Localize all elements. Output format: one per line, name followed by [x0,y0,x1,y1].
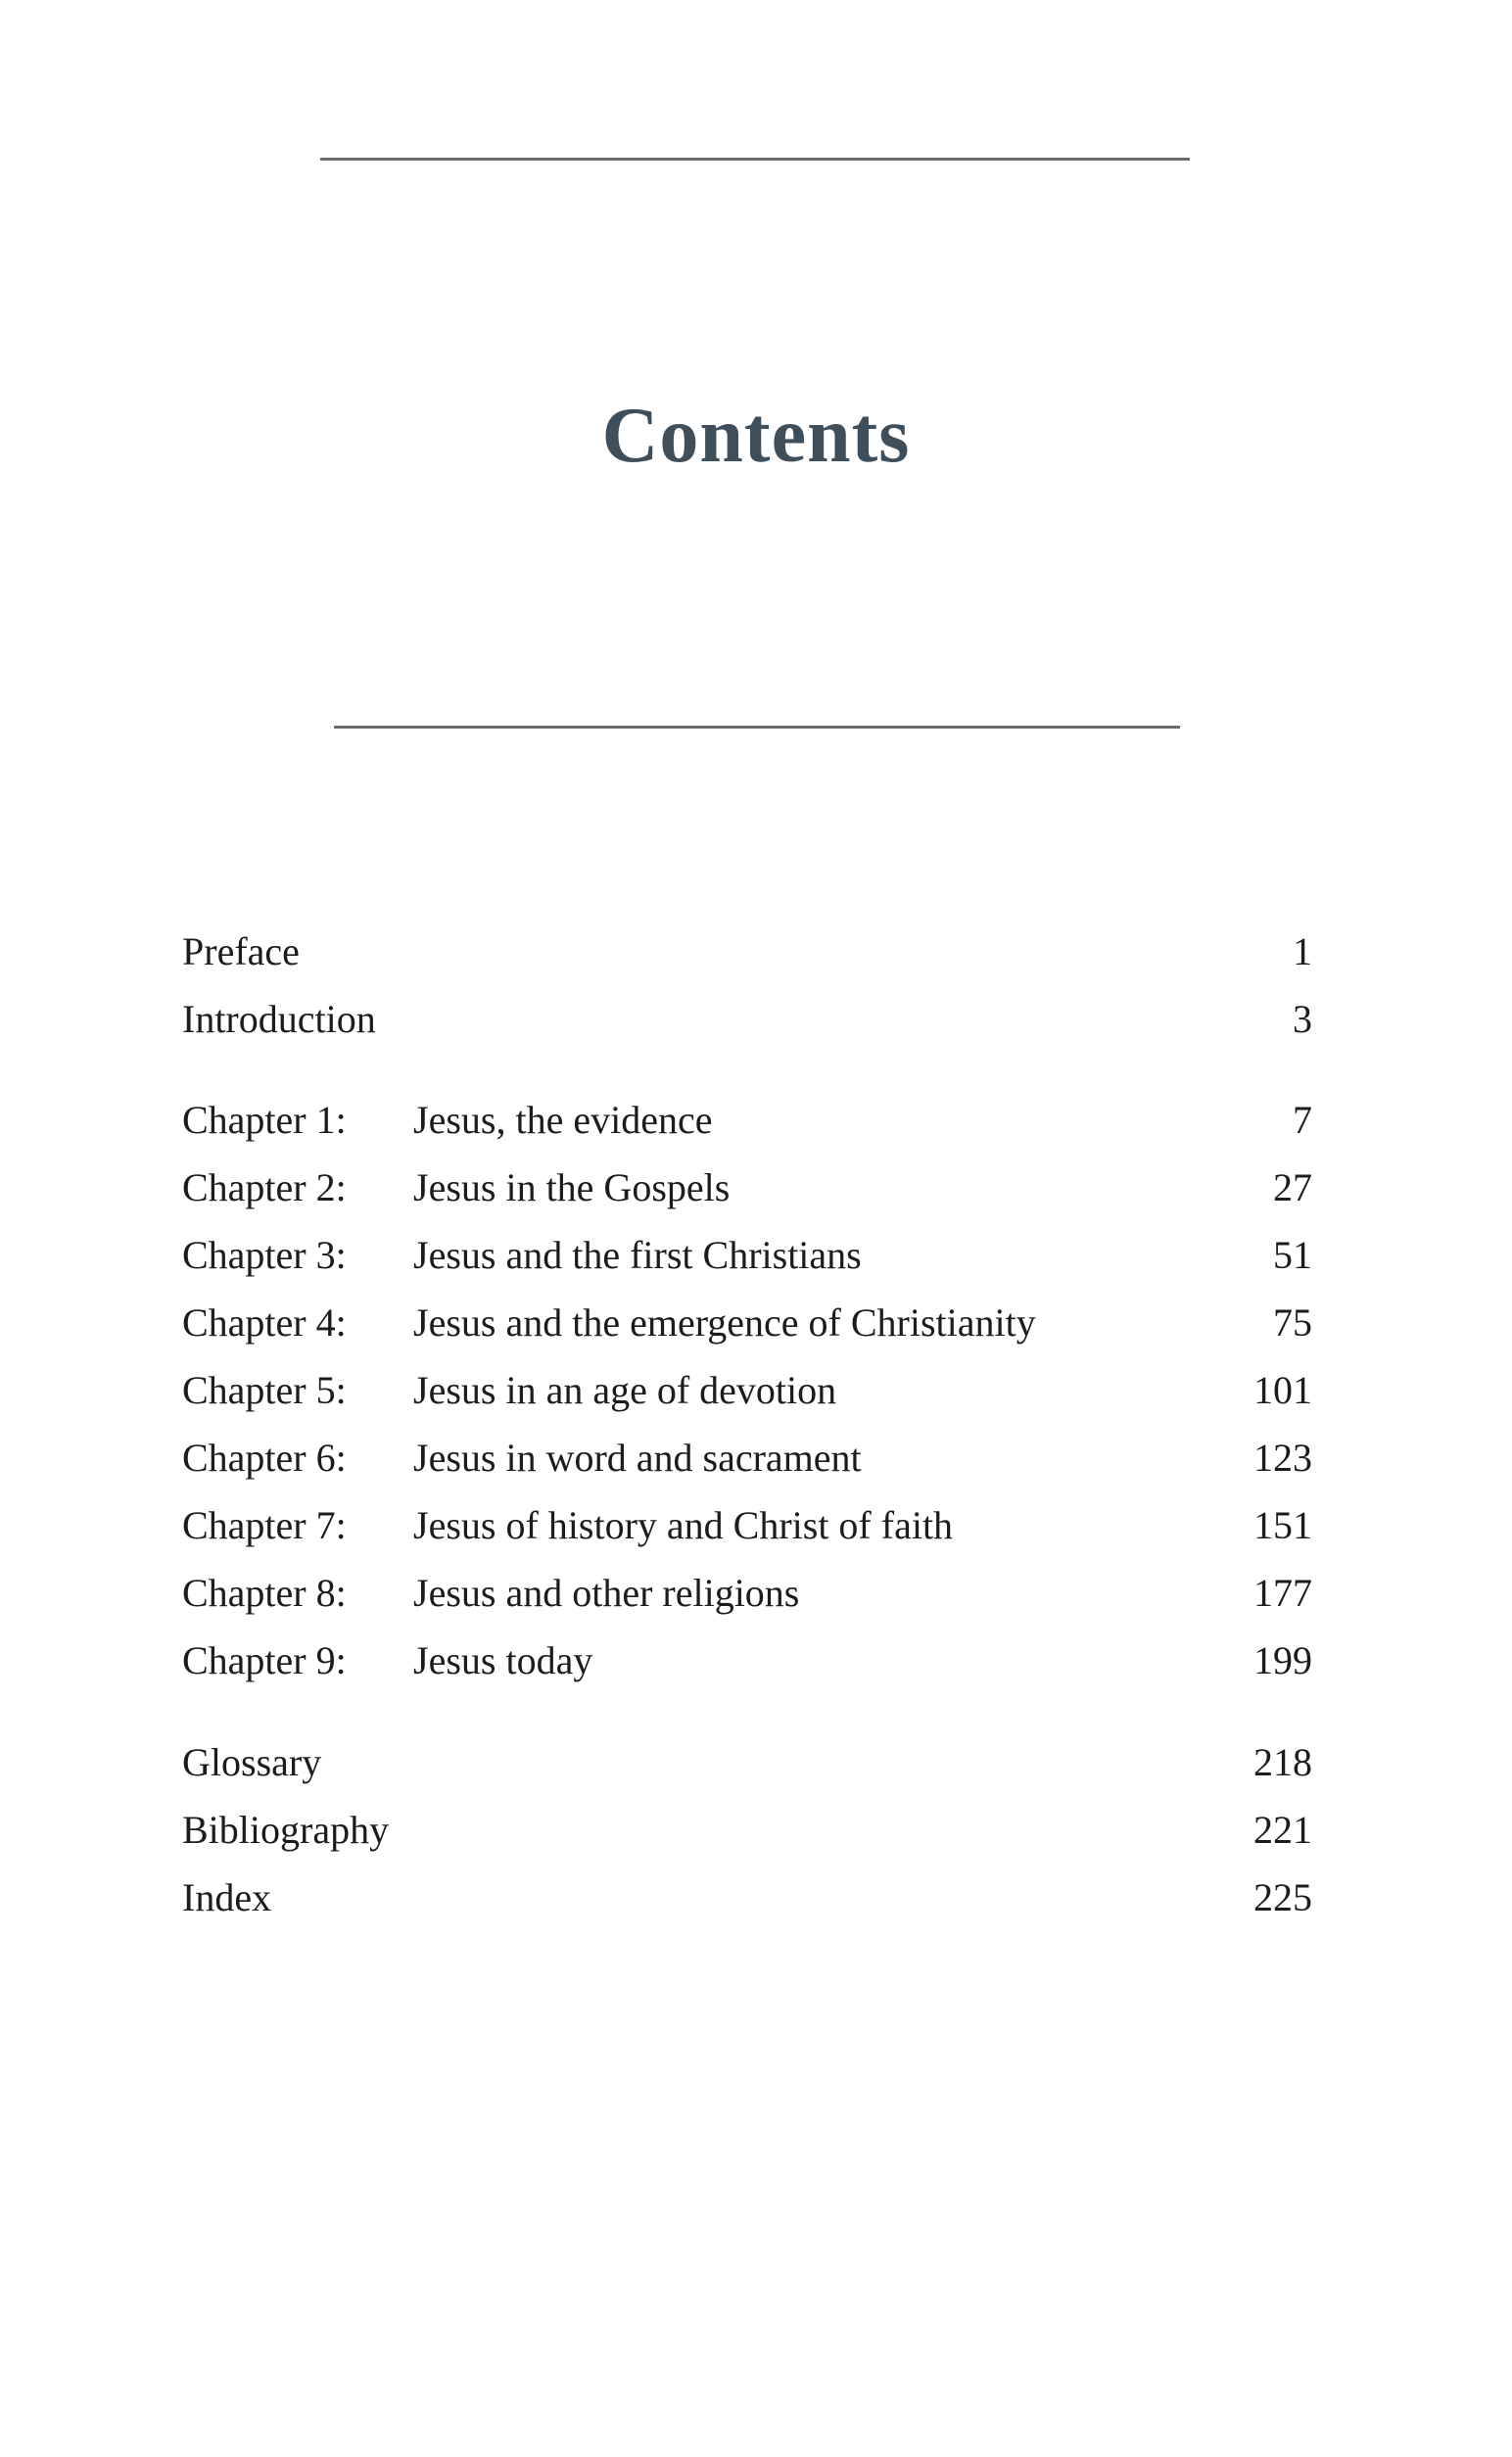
toc-entry-chapter-4 [182,1294,1312,1352]
toc-entry-page: 27 [1273,1165,1312,1209]
chapter-number: Chapter 1: [182,1098,347,1142]
top-divider [320,158,1190,161]
chapter-title: Jesus of history and Christ of faith [413,1503,954,1547]
toc-entry-page: 3 [1293,997,1312,1041]
chapter-number: Chapter 7: [182,1503,347,1547]
toc-entry-page: 123 [1253,1436,1312,1480]
chapter-number: Chapter 9: [182,1638,347,1682]
toc-entry-page: 177 [1253,1571,1312,1615]
toc-entry-label: Introduction [182,997,376,1041]
toc-entry-index [182,1868,1312,1927]
toc-entry-page: 51 [1273,1233,1312,1277]
toc-entry-preface [182,922,1312,981]
chapter-title: Jesus, the evidence [413,1098,713,1142]
chapter-number: Chapter 5: [182,1368,347,1412]
toc-entry-chapter-6 [182,1429,1312,1488]
chapter-number: Chapter 8: [182,1571,347,1615]
chapter-title: Jesus in word and sacrament [413,1436,862,1480]
toc-entry-chapter-1 [182,1091,1312,1150]
chapter-title: Jesus and the first Christians [413,1233,862,1277]
toc-entry-label: Index [182,1875,272,1919]
chapter-number: Chapter 2: [182,1165,347,1209]
toc-entry-introduction [182,990,1312,1049]
toc-entry-chapter-8 [182,1564,1312,1623]
chapter-title: Jesus and other religions [413,1571,800,1615]
toc-entry-chapter-3 [182,1226,1312,1285]
toc-entry-page: 101 [1253,1368,1312,1412]
toc-entry-label: Bibliography [182,1808,390,1852]
chapter-title: Jesus in the Gospels [413,1165,731,1209]
toc-entry-glossary [182,1733,1312,1792]
toc-entry-chapter-9 [182,1631,1312,1690]
toc-entry-chapter-7 [182,1496,1312,1555]
page-title: Contents [601,393,911,479]
toc-entry-chapter-2 [182,1158,1312,1217]
chapter-title: Jesus and the emergence of Christianity [413,1300,1036,1345]
toc-entry-page: 221 [1253,1808,1312,1852]
chapter-title: Jesus in an age of devotion [413,1368,837,1412]
chapter-number: Chapter 3: [182,1233,347,1277]
toc-entry-label: Preface [182,929,300,973]
toc-entry-page: 1 [1293,929,1312,973]
toc-entry-bibliography [182,1801,1312,1860]
chapter-number: Chapter 6: [182,1436,347,1480]
toc-entry-page: 151 [1253,1503,1312,1547]
toc-entry-page: 75 [1273,1300,1312,1345]
title-divider [334,726,1180,729]
chapter-number: Chapter 4: [182,1300,347,1345]
toc-entry-chapter-5 [182,1361,1312,1420]
toc-entry-page: 7 [1293,1098,1312,1142]
toc-entry-label: Glossary [182,1740,322,1784]
toc-entry-page: 218 [1253,1740,1312,1784]
chapter-title: Jesus today [413,1638,593,1682]
toc-entry-page: 199 [1253,1638,1312,1682]
toc-entry-page: 225 [1253,1875,1312,1919]
